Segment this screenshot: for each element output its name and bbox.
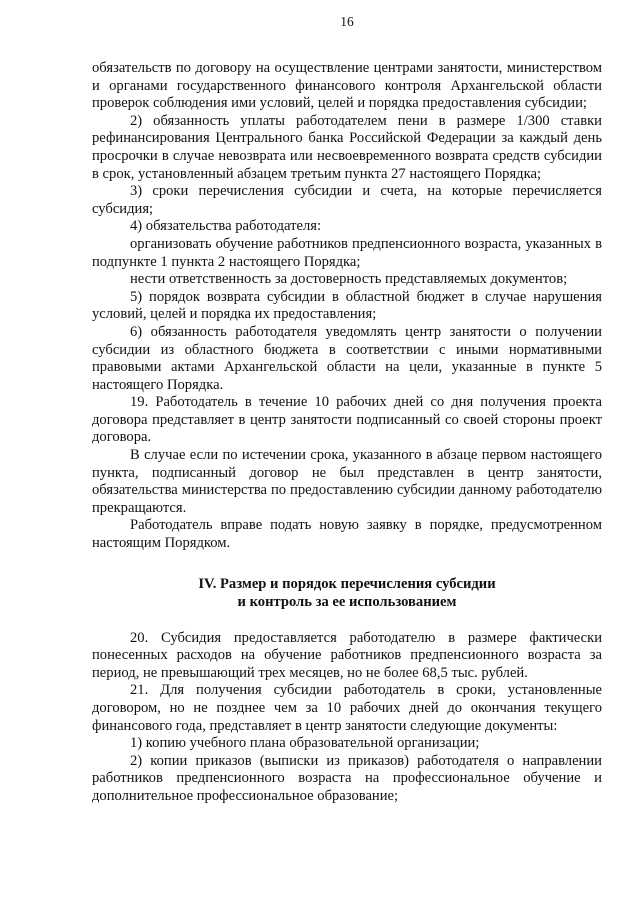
paragraph: В случае если по истечении срока, указанного в абзаце первом настоящего пункта, подписанный договор не был представлен в центр занятости, обязательства министерства по предоставлению субсидии данному работодателю прекращаются. [92,447,602,516]
body-before-heading [92,60,602,553]
paragraph: 21. Для получения субсидии работодатель в сроки, установленные договором, но не позднее чем за 10 рабочих дней до окончания текущего финансового года, представляет в центр занятости следующие документы: [92,682,602,734]
paragraph: организовать обучение работников предпенсионного возраста, указанных в подпункте 1 пункта 2 настоящего Порядка; [92,235,602,270]
paragraph: 2) копии приказов (выписки из приказов) работодателя о направлении работников предпенсионного возраста на профессиональное обучение и дополнительное профессиональное образование; [92,752,602,804]
paragraph: 20. Субсидия предоставляется работодателю в размере фактически понесенных расходов на обучение работников предпенсионного возраста за период, не превышающий трех месяцев, но не более 68,5 тыс. рублей. [92,629,602,681]
body-after-heading [92,630,602,806]
paragraph: 19. Работодатель в течение 10 рабочих дней со дня получения проекта договора представляет в центр занятости подписанный со своей стороны проект договора. [92,394,602,446]
paragraph: обязательств по договору на осуществление центрами занятости, министерством и органами государственного финансового контроля Архангельской области проверок соблюдения ими условий, целей и порядка предоставления субсидии; [92,60,602,112]
paragraph: 6) обязанность работодателя уведомлять центр занятости о получении субсидии из областного бюджета в соответствии с иными нормативными правовыми актами Архангельской области на цели, указанные в пункте 5 настоящего Порядка. [92,323,602,393]
page-number: 16 [340,14,354,29]
paragraph: 5) порядок возврата субсидии в областной бюджет в случае нарушения условий, целей и порядка их предоставления; [92,288,602,323]
section-heading-line-2: и контроль за ее использованием [237,593,457,610]
section-heading [92,575,602,611]
paragraph: 1) копию учебного плана образовательной организации; [130,735,480,752]
paragraph: 3) сроки перечисления субсидии и счета, на которые перечисляется субсидия; [92,183,602,217]
paragraph: нести ответственность за достоверность представляемых документов; [130,271,568,288]
section-heading-line-1: IV. Размер и порядок перечисления субсидии [198,575,496,592]
paragraph: Работодатель вправе подать новую заявку в порядке, предусмотренном настоящим Порядком. [92,517,602,552]
paragraph: 2) обязанность уплаты работодателем пени в размере 1/300 ставки рефинансирования Центрального банка Российской Федерации за каждый день просрочки в случае невозврата или несвоевременного возврата средств субсидии в срок, установленный абзацем третьим пункта 27 настоящего Порядка; [92,112,602,182]
paragraph: 4) обязательства работодателя: [130,218,322,235]
